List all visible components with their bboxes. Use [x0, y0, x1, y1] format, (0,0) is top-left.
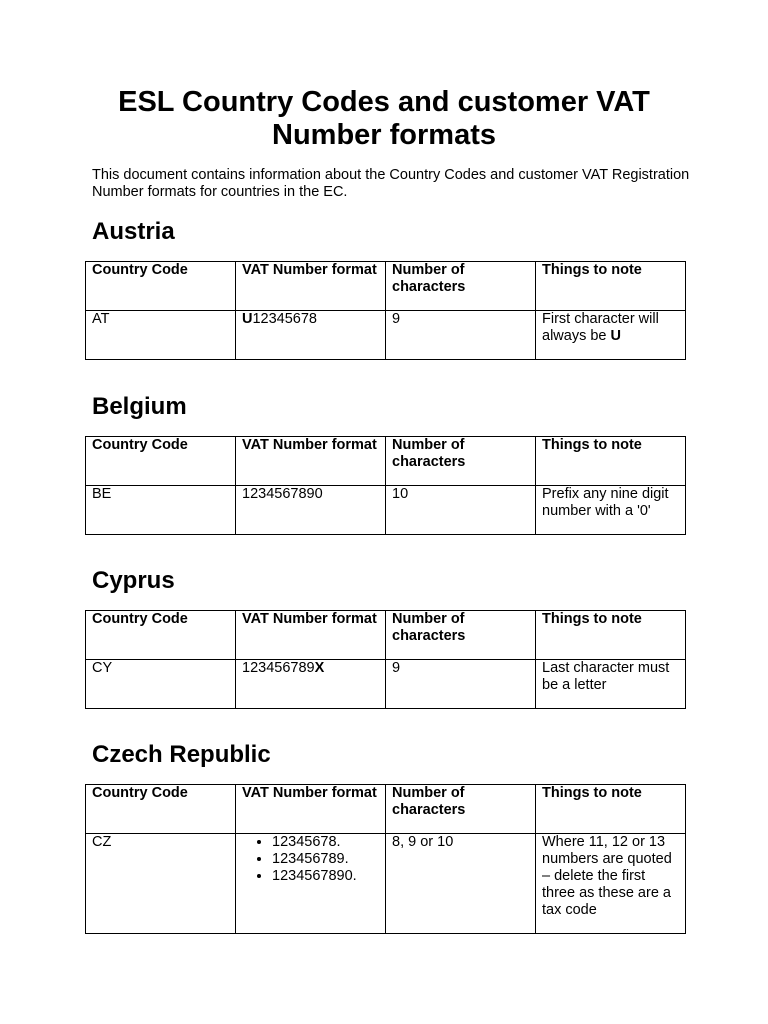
cell-country-code: AT	[86, 311, 236, 360]
cell-num-chars: 9	[386, 660, 536, 709]
table-header-row	[86, 611, 686, 660]
section-heading-austria: Austria	[92, 218, 175, 245]
format-digits: 123456789	[242, 660, 315, 676]
intro-paragraph: This document contains information about the Country Codes and customer VAT Registration Number formats for countries in the EC.	[92, 167, 690, 200]
format-list-item: • 12345678.	[272, 834, 379, 851]
table-header-row	[86, 262, 686, 311]
header-notes: Things to note	[536, 437, 686, 486]
format-prefix: U	[242, 311, 253, 327]
header-country-code: Country Code	[86, 437, 236, 486]
table-row	[86, 486, 686, 535]
format-list	[242, 834, 379, 885]
table-row	[86, 660, 686, 709]
header-notes: Things to note	[536, 262, 686, 311]
header-vat-format: VAT Number format	[236, 262, 386, 311]
header-vat-format: VAT Number format	[236, 785, 386, 834]
table-row	[86, 311, 686, 360]
header-notes: Things to note	[536, 785, 686, 834]
format-suffix: X	[314, 660, 325, 676]
cell-notes	[536, 311, 686, 360]
table-header-row	[86, 437, 686, 486]
cell-num-chars: 8, 9 or 10	[386, 834, 536, 934]
header-notes: Things to note	[536, 611, 686, 660]
cell-vat-format: 1234567890	[236, 486, 386, 535]
header-num-chars: Number of characters	[386, 437, 536, 486]
header-vat-format: VAT Number format	[236, 437, 386, 486]
header-country-code: Country Code	[86, 785, 236, 834]
vat-table-czech-republic	[85, 784, 686, 934]
header-num-chars: Number of characters	[386, 611, 536, 660]
format-digits: 12345678	[252, 311, 317, 327]
header-num-chars: Number of characters	[386, 785, 536, 834]
format-list-item: • 1234567890.	[272, 868, 379, 885]
vat-table-cyprus	[85, 610, 686, 709]
note-bold: U	[610, 328, 621, 344]
vat-table-belgium	[85, 436, 686, 535]
cell-country-code: CY	[86, 660, 236, 709]
cell-vat-format	[236, 834, 386, 934]
table-row	[86, 834, 686, 934]
cell-country-code: CZ	[86, 834, 236, 934]
header-vat-format: VAT Number format	[236, 611, 386, 660]
cell-country-code: BE	[86, 486, 236, 535]
cell-notes: Prefix any nine digit number with a '0'	[536, 486, 686, 535]
vat-table-austria	[85, 261, 686, 360]
header-country-code: Country Code	[86, 262, 236, 311]
format-list-item: • 123456789.	[272, 851, 379, 868]
section-heading-czech-republic: Czech Republic	[92, 741, 271, 768]
cell-vat-format	[236, 311, 386, 360]
table-header-row	[86, 785, 686, 834]
section-heading-belgium: Belgium	[92, 393, 187, 420]
cell-num-chars: 9	[386, 311, 536, 360]
note-text: First character will always be	[542, 311, 659, 344]
header-num-chars: Number of characters	[386, 262, 536, 311]
header-country-code: Country Code	[86, 611, 236, 660]
cell-vat-format	[236, 660, 386, 709]
cell-notes: Last character must be a letter	[536, 660, 686, 709]
cell-notes: Where 11, 12 or 13 numbers are quoted – delete the first three as these are a tax code	[536, 834, 686, 934]
cell-num-chars: 10	[386, 486, 536, 535]
section-heading-cyprus: Cyprus	[92, 567, 175, 594]
document-title: ESL Country Codes and customer VAT Number formats	[118, 86, 650, 151]
